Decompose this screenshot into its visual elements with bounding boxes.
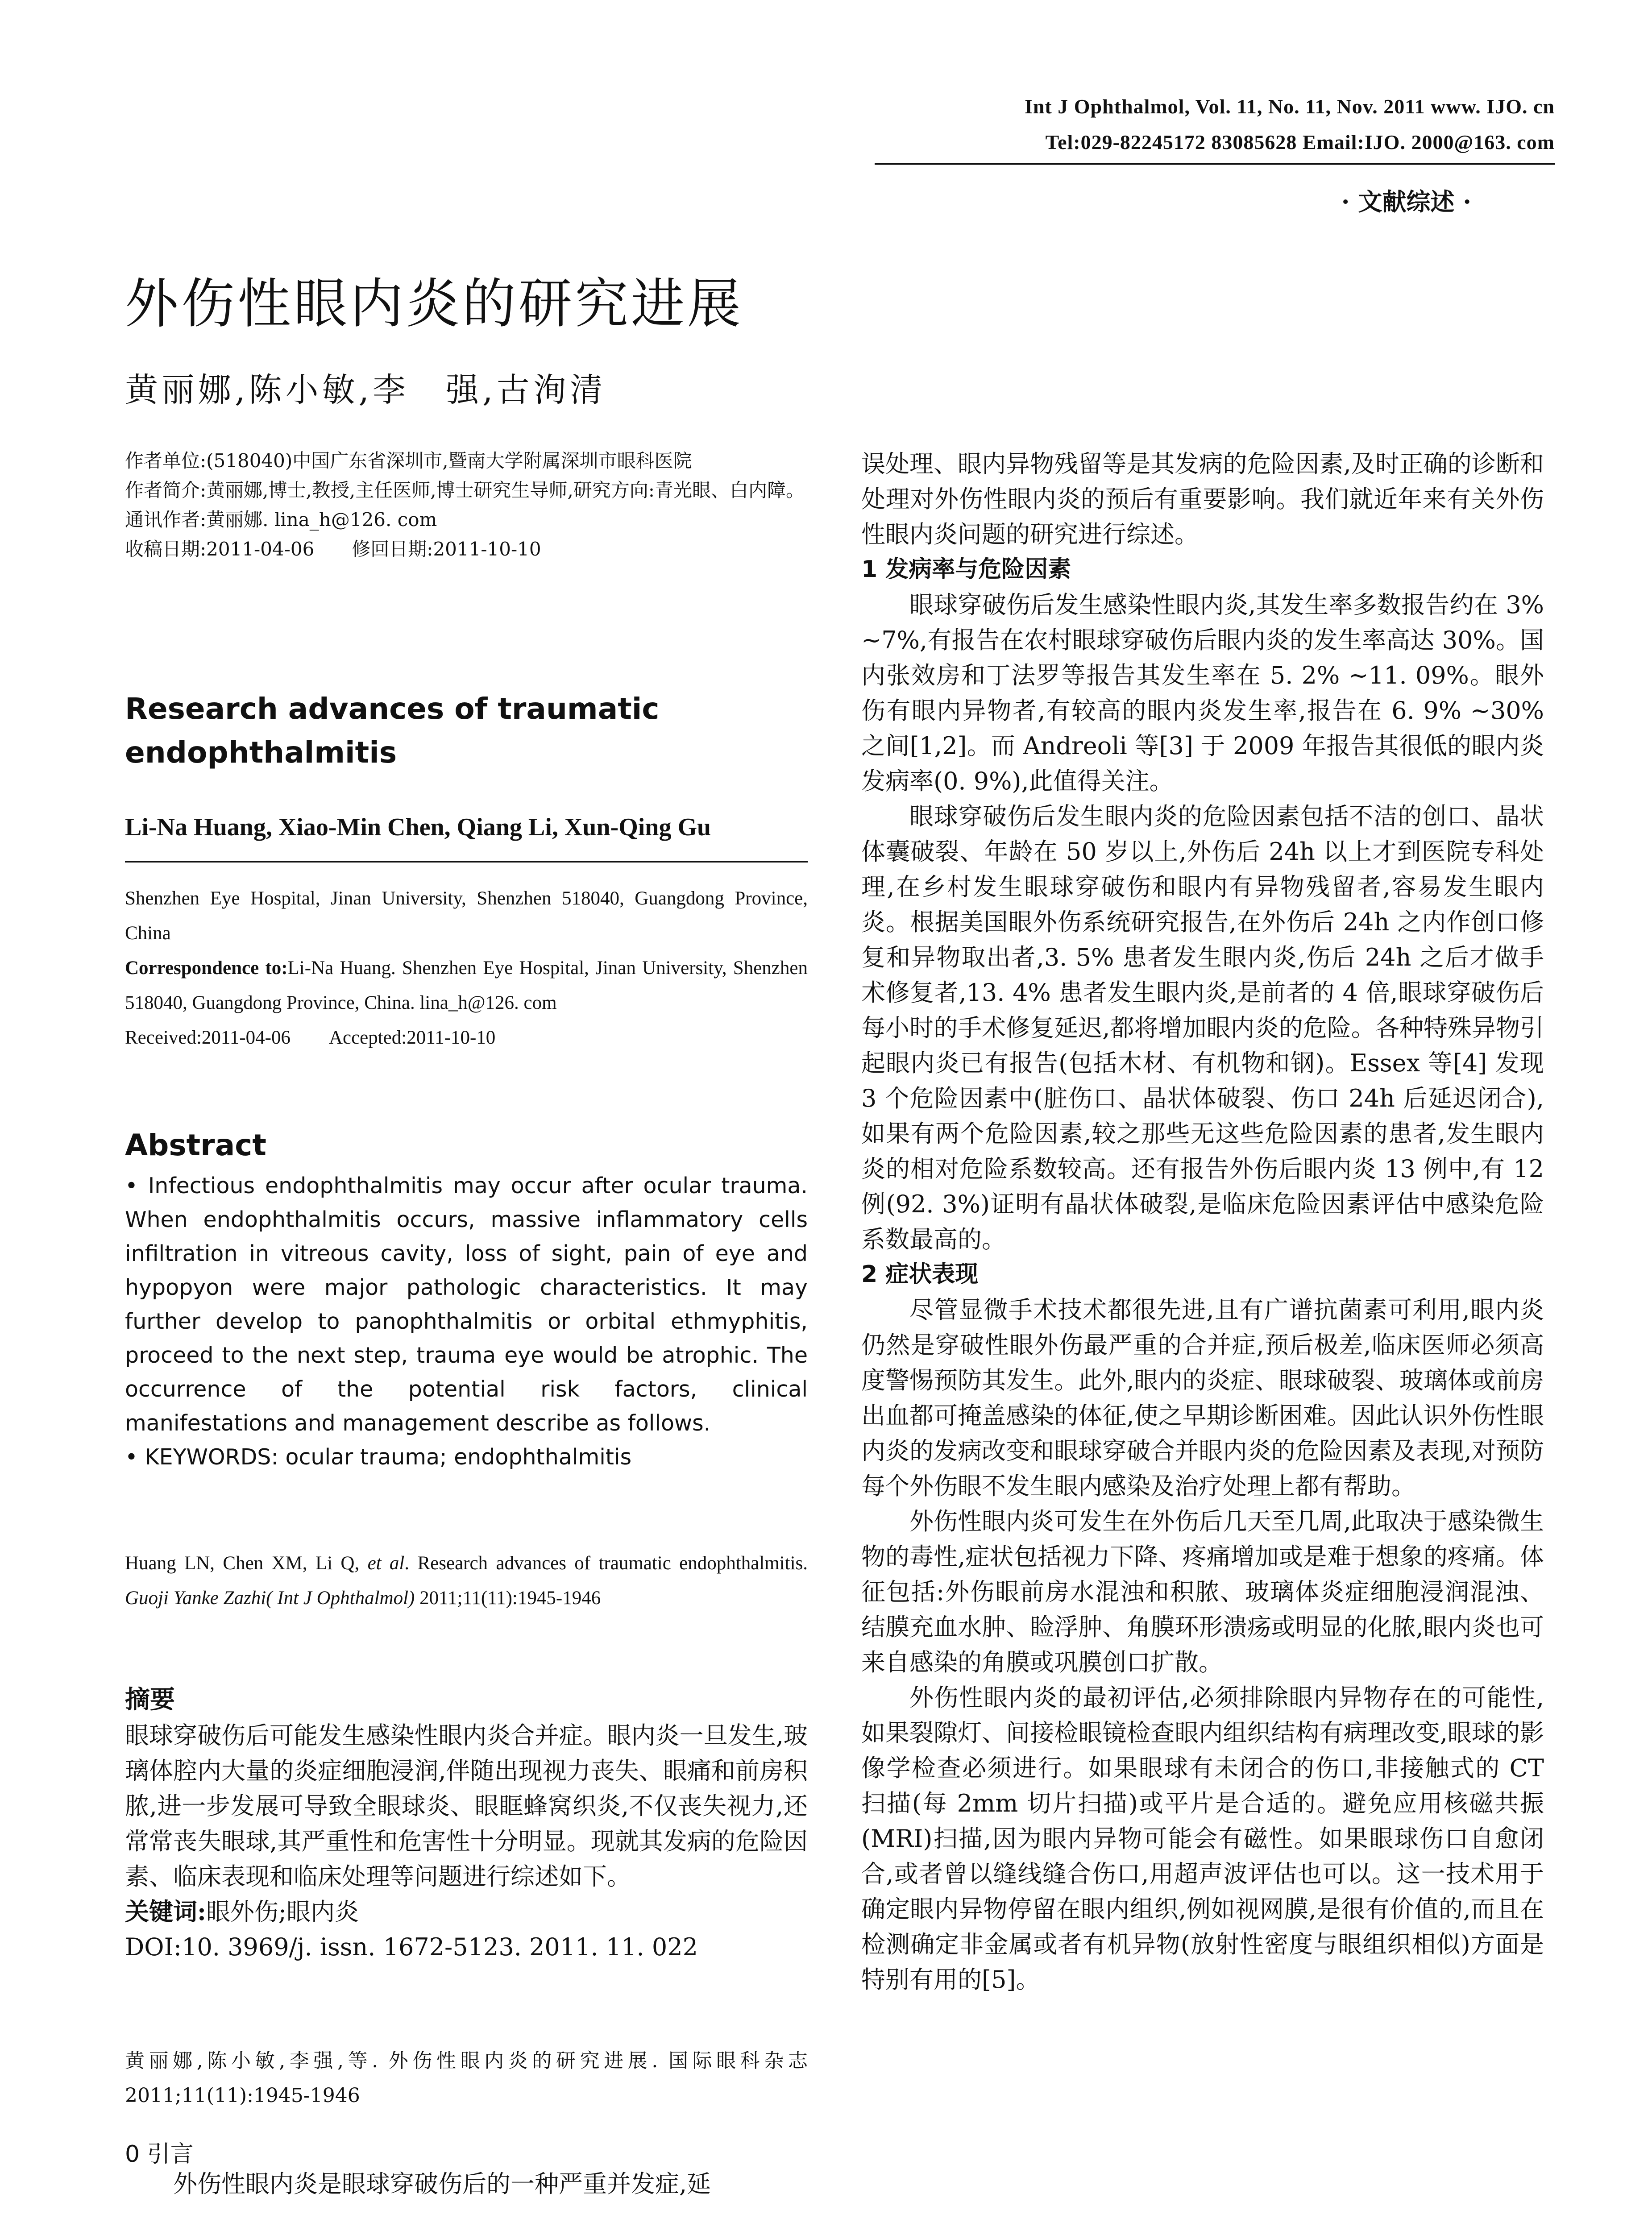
chinese-citation-text: 黄丽娜,陈小敏,李强,等. 外伤性眼内炎的研究进展. 国际眼科杂志 2011;11(11):1945-1946 [125,2049,808,2107]
intro-text: 外伤性眼内炎是眼球穿破伤后的一种严重并发症,延 [173,2170,711,2198]
section-tag: · 文献综述 · [1341,187,1471,216]
intro-heading: 0 引言 [125,2141,194,2168]
chinese-citation [125,2044,808,2113]
page-title: 外伤性眼内炎的研究进展 [125,273,743,335]
intro-continuation: 误处理、眼内异物残留等是其发病的危险因素,及时正确的诊断和处理对外伤性眼内炎的预后有重要影响。我们就近年来有关外伤性眼内炎问题的研究进行综述。 [861,450,1544,548]
english-authors-rule [125,861,808,863]
english-affiliation-block [125,881,808,1055]
header-rule [875,163,1555,165]
cn-keywords-text: 眼外伤;眼内炎 [206,1898,359,1926]
abstract-heading: Abstract [125,1128,266,1162]
citation-authors: Huang LN, Chen XM, Li Q, [125,1553,368,1574]
authors: 黄丽娜,陈小敏,李 强,古洵清 [125,371,606,409]
citation-etal: et al [367,1553,405,1574]
correspondence-text: Li-Na Huang. Shenzhen Eye Hospital, Jinan University, Shenzhen 518040, Guangdong Province, China. lina_h@126. com [125,958,808,1013]
section-1-paragraph-1: 眼球穿破伤后发生感染性眼内炎,其发生率多数报告约在 3% ~7%,有报告在农村眼球穿破伤后眼内炎的发生率高达 30%。国内张效房和丁法罗等报告其发生率在 5. 2% ~11. 09%。眼外伤有眼内异物者,有较高的眼内炎发生率,报告在 6. 9% ~30% 之间[1,2]。而 Andreoli 等[3] 于 2009 年报告其很低的眼内炎发病率(0. 9%),此值得关注。 [861,591,1544,795]
cn-keywords [125,1894,808,1929]
english-correspondence [125,951,808,1020]
cn-abstract-heading: 摘要 [125,1685,175,1714]
author-affiliation: 作者单位:(518040)中国广东省深圳市,暨南大学附属深圳市眼科医院 [125,450,692,472]
cn-keywords-label: 关键词: [125,1897,206,1926]
received-dates: 收稿日期:2011-04-06 修回日期:2011-10-10 [125,538,541,560]
abstract-keywords: • KEYWORDS: ocular trauma; endophthalmitis [125,1444,632,1470]
right-column [861,446,1544,1997]
journal-header-line1: Int J Ophthalmol, Vol. 11, No. 11, Nov. 2011 www. IJO. cn [1024,95,1555,118]
correspondence-label: Correspondence to: [125,958,288,979]
citation-volume: 2011;11(11):1945-1946 [415,1588,601,1609]
abstract-body [125,1169,808,1474]
cn-abstract-text: 眼球穿破伤后可能发生感染性眼内炎合并症。眼内炎一旦发生,玻璃体腔内大量的炎症细胞浸润,伴随出现视力丧失、眼痛和前房积脓,进一步发展可导致全眼球炎、眼眶蜂窝织炎,不仅丧失视力,还常常丧失眼球,其严重性和危害性十分明显。现就其发病的危险因素、临床表现和临床处理等问题进行综述如下。 [125,1721,808,1891]
english-title: Research advances of traumatic endophthalmitis [125,692,660,770]
section-2-paragraph-1: 尽管显微手术技术都很先进,且有广谱抗菌素可利用,眼内炎仍然是穿破性眼外伤最严重的合并症,预后极差,临床医师必须高度警惕预防其发生。此外,眼内的炎症、眼球破裂、玻璃体或前房出血都可掩盖感染的体征,使之早期诊断困难。因此认识外伤性眼内炎的发病改变和眼球穿破合并眼内炎的危险因素及表现,对预防每个外伤眼不发生眼内感染及治疗处理上都有帮助。 [861,1296,1544,1500]
english-citation [125,1546,808,1616]
citation-title: . Research advances of traumatic endophthalmitis. [404,1553,808,1574]
section-2-paragraph-2: 外伤性眼内炎可发生在外伤后几天至几周,此取决于感染微生物的毒性,症状包括视力下降、疼痛增加或是难于想象的疼痛。体征包括:外伤眼前房水混浊和积脓、玻璃体炎症细胞浸润混浊、结膜充血水肿、睑浮肿、角膜环形溃疡或明显的化脓,眼内炎也可来自感染的角膜或巩膜创口扩散。 [861,1507,1544,1676]
author-info [125,446,808,564]
author-bio: 作者简介:黄丽娜,博士,教授,主任医师,博士研究生导师,研究方向:青光眼、白内障。 [125,479,805,501]
corresponding-author: 通讯作者:黄丽娜. lina_h@126. com [125,509,437,531]
section-1-paragraph-2: 眼球穿破伤后发生眼内炎的危险因素包括不洁的创口、晶状体囊破裂、年龄在 50 岁以上,外伤后 24h 以上才到医院专科处理,在乡村发生眼球穿破伤和眼内有异物残留者,容易发生眼内炎。根据美国眼外伤系统研究报告,在外伤后 24h 之内作创口修复和异物取出者,3. 5% 患者发生眼内炎,伤后 24h 之后才做手术修复者,13. 4% 患者发生眼内炎,是前者的 4 倍,眼球穿破伤后每小时的手术修复延迟,都将增加眼内炎的危险。各种特殊异物引起眼内炎已有报告(包括木材、有机物和钢)。Essex 等[4] 发现 3 个危险因素中(脏伤口、晶状体破裂、伤口 24h 后延迟闭合),如果有两个危险因素,较之那些无这些危险因素的患者,发生眼内炎的相对危险系数较高。还有报告外伤后眼内炎 13 例中,有 12 例(92. 3%)证明有晶状体破裂,是临床危险因素评估中感染危险系数最高的。 [861,802,1544,1253]
english-affiliation: Shenzhen Eye Hospital, Jinan University, Shenzhen 518040, Guangdong Province, China [125,888,808,944]
citation-journal: Guoji Yanke Zazhi( Int J Ophthalmol) [125,1588,415,1609]
abstract-text: • Infectious endophthalmitis may occur after ocular trauma. When endophthalmitis occurs, massive inflammatory cells infiltration in vitreous cavity, loss of sight, pain of eye and hypopyon were major pathologic characteristics. It may further develop to panophthalmitis or orbital ethmyphitis, proceed to the next step, trauma eye would be atrophic. The occurrence of the potential risk factors, clinical manifestations and management describe as follows. [125,1173,808,1436]
section-2-heading: 2 症状表现 [861,1261,979,1288]
section-1-heading: 1 发病率与危险因素 [861,556,1071,583]
english-authors: Li-Na Huang, Xiao-Min Chen, Qiang Li, Xun-Qing Gu [125,813,711,841]
cn-abstract-body [125,1718,808,1965]
section-2-paragraph-3: 外伤性眼内炎的最初评估,必须排除眼内异物存在的可能性,如果裂隙灯、间接检眼镜检查眼内组织结构有病理改变,眼球的影像学检查必须进行。如果眼球有未闭合的伤口,非接触式的 CT 扫描(每 2mm 切片扫描)或平片是合适的。避免应用核磁共振(MRI)扫描,因为眼内异物可能会有磁性。如果眼球伤口自愈闭合,或者曾以缝线缝合伤口,用超声波评估也可以。这一技术用于确定眼内异物停留在眼内组织,例如视网膜,是很有价值的,而且在检测确定非金属或者有机异物(放射性密度与眼组织相似)方面是特别有用的[5]。 [861,1684,1544,1994]
journal-header-line2: Tel:029-82245172 83085628 Email:IJO. 2000@163. com [1045,131,1555,153]
english-dates: Received:2011-04-06 Accepted:2011-10-10 [125,1027,496,1048]
doi: DOI:10. 3969/j. issn. 1672-5123. 2011. 11. 022 [125,1933,698,1961]
